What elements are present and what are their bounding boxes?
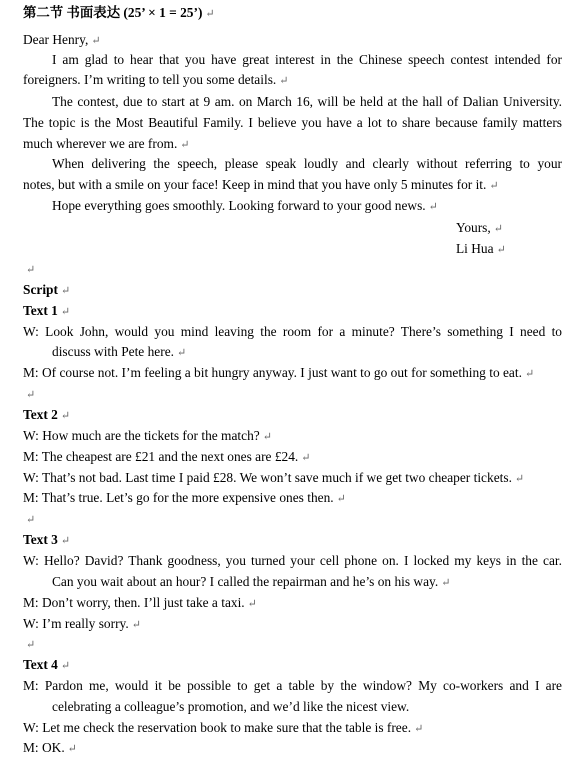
- paragraph-mark: ↵: [60, 306, 71, 318]
- paragraph-mark: ↵: [26, 514, 36, 526]
- text4-m2: M: OK. ↵: [23, 740, 77, 755]
- section-header: [23, 3, 562, 23]
- paragraph-mark: ↵: [26, 639, 36, 651]
- paragraph-mark: ↵: [91, 35, 101, 47]
- letter-greeting: Dear Henry, ↵: [23, 32, 101, 47]
- letter-p2-line2: The topic is the Most Beautiful Family. I believe you have a lot to share because family matters: [23, 115, 562, 130]
- paragraph-mark: ↵: [262, 431, 272, 443]
- script-title: Script ↵: [23, 282, 71, 297]
- letter-p2-line3: much wherever we are from. ↵: [23, 136, 190, 151]
- paragraph-mark: ↵: [131, 619, 141, 631]
- blank-line: [23, 509, 562, 529]
- text1-w1-line2: discuss with Pete here. ↵: [52, 344, 187, 359]
- text1-m1: M: Of course not. I’m feeling a bit hungry anyway. I just want to go out for something to eat. ↵: [23, 365, 535, 380]
- letter-p3-line1: When delivering the speech, please speak loudly and clearly without referring to your: [52, 156, 562, 171]
- paragraph-mark: ↵: [247, 598, 257, 610]
- paragraph-mark: ↵: [428, 201, 438, 213]
- paragraph-mark: ↵: [496, 244, 506, 256]
- paragraph-mark: ↵: [336, 493, 346, 505]
- text2-w2: W: That’s not bad. Last time I paid £28. We won’t save much if we get two cheaper tickets. ↵: [23, 470, 525, 485]
- paragraph-mark: ↵: [205, 8, 215, 20]
- paragraph-mark: ↵: [493, 223, 503, 235]
- paragraph-mark: ↵: [176, 347, 187, 359]
- text3-heading: Text 3 ↵: [23, 532, 71, 547]
- section-header-text: 第二节 书面表达 (25’ × 1 = 25’): [23, 5, 203, 20]
- text4-w1: W: Let me check the reservation book to make sure that the table is free. ↵: [23, 720, 424, 735]
- paragraph-mark: ↵: [60, 285, 71, 297]
- blank-line: [23, 259, 562, 279]
- paragraph-mark: ↵: [301, 452, 311, 464]
- paragraph-mark: ↵: [67, 743, 77, 755]
- text3-w2: W: I’m really sorry. ↵: [23, 616, 141, 631]
- text2-m2: M: That’s true. Let’s go for the more expensive ones then. ↵: [23, 490, 346, 505]
- letter-p3-line2: notes, but with a smile on your face! Keep in mind that you have only 5 minutes for it. ↵: [23, 177, 499, 192]
- text3-w1-line2: Can you wait about an hour? I called the repairman and he’s on his way. ↵: [52, 574, 451, 589]
- text3-m1: M: Don’t worry, then. I’ll just take a taxi. ↵: [23, 595, 257, 610]
- paragraph-mark: ↵: [414, 723, 424, 735]
- paragraph-mark: ↵: [26, 264, 36, 276]
- text2-m1: M: The cheapest are £21 and the next ones are £24. ↵: [23, 449, 311, 464]
- letter-signature: Li Hua ↵: [456, 241, 506, 256]
- text2-heading: Text 2 ↵: [23, 407, 71, 422]
- paragraph-mark: ↵: [60, 410, 71, 422]
- blank-line: [23, 384, 562, 404]
- paragraph-mark: ↵: [489, 180, 499, 192]
- letter-p1-line1: I am glad to hear that you have great interest in the Chinese speech contest intended for: [52, 52, 562, 67]
- paragraph-mark: ↵: [180, 139, 190, 151]
- text4-m1-line1: M: Pardon me, would it be possible to get a table by the window? My co-workers and I are: [23, 678, 562, 693]
- paragraph-mark: ↵: [524, 368, 535, 380]
- paragraph-mark: ↵: [279, 75, 289, 87]
- letter-p1-line2: foreigners. I’m writing to tell you some details. ↵: [23, 72, 289, 87]
- text4-heading: Text 4 ↵: [23, 657, 71, 672]
- text2-w1: W: How much are the tickets for the match? ↵: [23, 428, 272, 443]
- paragraph-mark: ↵: [514, 473, 525, 485]
- paragraph-mark: ↵: [60, 535, 71, 547]
- text1-w1-line1: W: Look John, would you mind leaving the room for a minute? There’s something I need to: [23, 324, 562, 339]
- text3-w1-line1: W: Hello? David? Thank goodness, you turned your cell phone on. I locked my keys in the car.: [23, 553, 562, 568]
- blank-line: [23, 634, 562, 654]
- paragraph-mark: ↵: [26, 389, 36, 401]
- letter-closing: Yours, ↵: [456, 220, 503, 235]
- text4-m1-line2: celebrating a colleague’s promotion, and we’d like the nicest view.: [52, 699, 410, 714]
- paragraph-mark: ↵: [60, 660, 71, 672]
- letter-p4: Hope everything goes smoothly. Looking forward to your good news. ↵: [52, 198, 438, 213]
- letter-p2-line1: The contest, due to start at 9 am. on March 16, will be held at the hall of Dalian University.: [52, 94, 562, 109]
- paragraph-mark: ↵: [441, 577, 451, 589]
- text1-heading: Text 1 ↵: [23, 303, 71, 318]
